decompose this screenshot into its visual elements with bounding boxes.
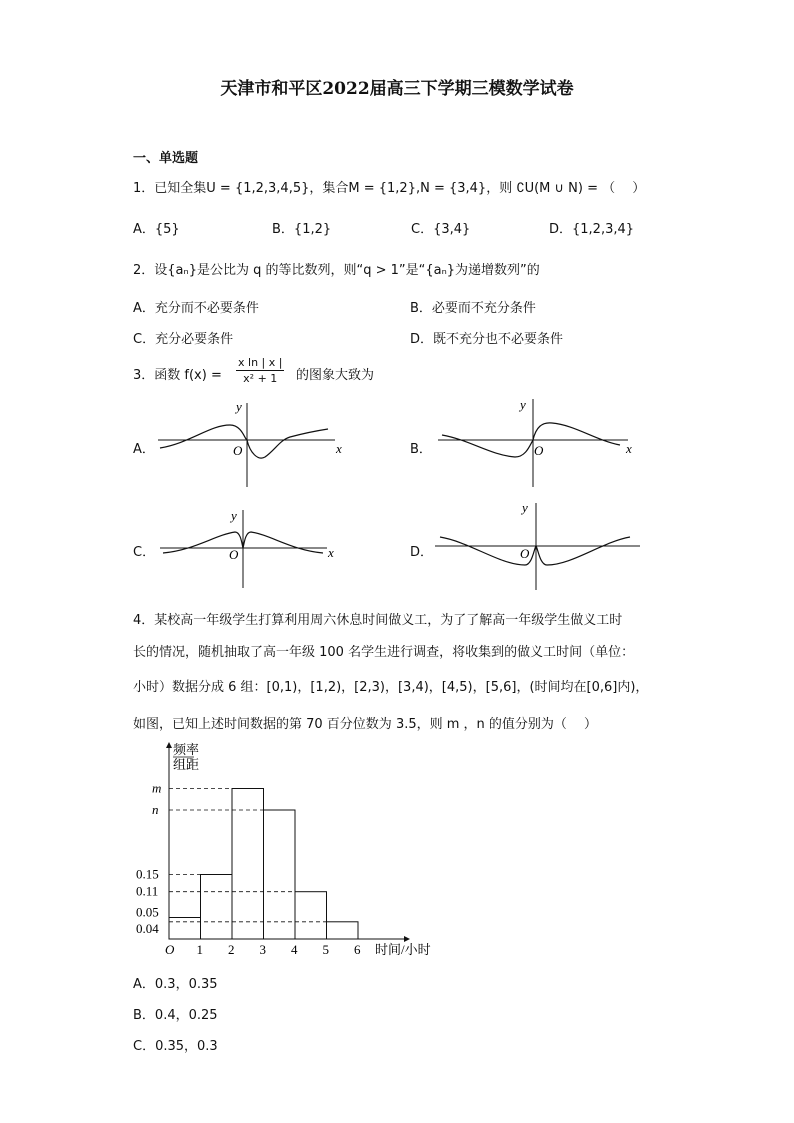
- q3-option-a[interactable]: A．: [133, 442, 155, 457]
- x-label: x: [626, 441, 632, 456]
- y-tick-label: 0.11: [136, 883, 159, 899]
- question-3-suffix: 的图象大致为: [296, 368, 375, 383]
- fraction-denominator: x² + 1: [243, 372, 278, 385]
- y-tick-label: m: [152, 780, 162, 796]
- x-tick-label: 3: [259, 942, 266, 957]
- origin-label: O: [229, 547, 239, 562]
- histogram: [130, 740, 430, 960]
- histogram-bar: [295, 892, 327, 939]
- y-label: y: [520, 397, 526, 412]
- x-axis-label: 时间/小时: [375, 942, 431, 957]
- q3-option-b[interactable]: B．: [410, 442, 432, 457]
- y-label: y: [236, 399, 242, 414]
- y-label: y: [522, 500, 528, 515]
- q4-option-a[interactable]: A．0.3，0.35: [133, 977, 218, 992]
- section-heading: 一、单选题: [133, 151, 199, 166]
- x-tick-label: 5: [322, 942, 329, 957]
- y-label-bottom: 组距: [173, 757, 200, 772]
- y-label-top: 频率: [173, 742, 200, 757]
- question-4-line-3: 小时）数据分成 6 组：[0,1)，[1,2)，[2,3)，[3,4)，[4,5)，[5,6]，(时间均在[0,6]内)，: [133, 680, 649, 695]
- q2-option-c[interactable]: C．充分必要条件: [133, 332, 234, 347]
- y-tick-label: 0.15: [136, 866, 159, 882]
- x-label: x: [336, 441, 342, 456]
- graph-b: [430, 395, 640, 490]
- x-label: x: [328, 545, 334, 560]
- y-tick-label: 0.05: [136, 904, 159, 920]
- q4-option-b[interactable]: B．0.4，0.25: [133, 1008, 218, 1023]
- x-tick-label: O: [165, 942, 175, 957]
- y-label: y: [231, 508, 237, 523]
- q2-option-a[interactable]: A．充分而不必要条件: [133, 301, 259, 316]
- y-tick-label: n: [152, 802, 159, 817]
- function-curve: [440, 537, 630, 565]
- histogram-bar: [169, 918, 201, 940]
- origin-label: O: [233, 443, 243, 458]
- q4-option-c[interactable]: C．0.35，0.3: [133, 1039, 218, 1054]
- q2-option-b[interactable]: B．必要而不充分条件: [410, 301, 536, 316]
- q1-option-a[interactable]: A．{5}: [133, 222, 180, 237]
- origin-label: O: [520, 546, 530, 561]
- histogram-bar: [232, 789, 264, 940]
- graph-a: [150, 395, 350, 490]
- x-tick-label: 1: [196, 942, 203, 957]
- fraction: [236, 355, 284, 386]
- question-3-prefix: 3．函数 f(x) =: [133, 368, 222, 383]
- q1-option-c[interactable]: C．{3,4}: [411, 222, 471, 237]
- graph-c: [155, 505, 345, 590]
- y-tick-label: 0.04: [136, 920, 159, 936]
- question-4-line-2: 长的情况，随机抽取了高一年级 100 名学生进行调查，将收集到的做义工时间（单位：: [133, 645, 635, 660]
- histogram-bar: [201, 875, 233, 940]
- q2-option-d[interactable]: D．既不充分也不必要条件: [410, 332, 564, 347]
- q1-option-d[interactable]: D．{1,2,3,4}: [549, 222, 635, 237]
- q3-option-d[interactable]: D．: [410, 545, 434, 560]
- x-tick-label: 6: [354, 942, 361, 957]
- function-curve: [160, 425, 328, 458]
- q3-option-c[interactable]: C．: [133, 545, 156, 560]
- histogram-bar: [327, 922, 359, 939]
- x-tick-label: 2: [228, 942, 235, 957]
- fraction-numerator: x ln | x |: [238, 356, 283, 369]
- question-2: 2．设{aₙ}是公比为 q 的等比数列，则“q > 1”是“{aₙ}为递增数列”的: [133, 263, 540, 278]
- q1-option-b[interactable]: B．{1,2}: [272, 222, 332, 237]
- y-arrow-icon: [166, 742, 172, 748]
- histogram-bar: [264, 810, 296, 939]
- question-4-line-4: 如图，已知上述时间数据的第 70 百分位数为 3.5，则 m ，n 的值分别为（ ）: [133, 717, 598, 732]
- page-title: 天津市和平区2022届高三下学期三模数学试卷: [220, 79, 574, 99]
- question-4-line-1: 4．某校高一年级学生打算利用周六休息时间做义工，为了了解高一年级学生做义工时: [133, 613, 623, 628]
- graph-d: [430, 497, 645, 592]
- question-1: 1．已知全集U = {1,2,3,4,5}，集合M = {1,2},N = {3,4}，则 ∁U(M ∪ N) = （ ）: [133, 181, 646, 196]
- x-tick-label: 4: [291, 942, 298, 957]
- origin-label: O: [534, 443, 544, 458]
